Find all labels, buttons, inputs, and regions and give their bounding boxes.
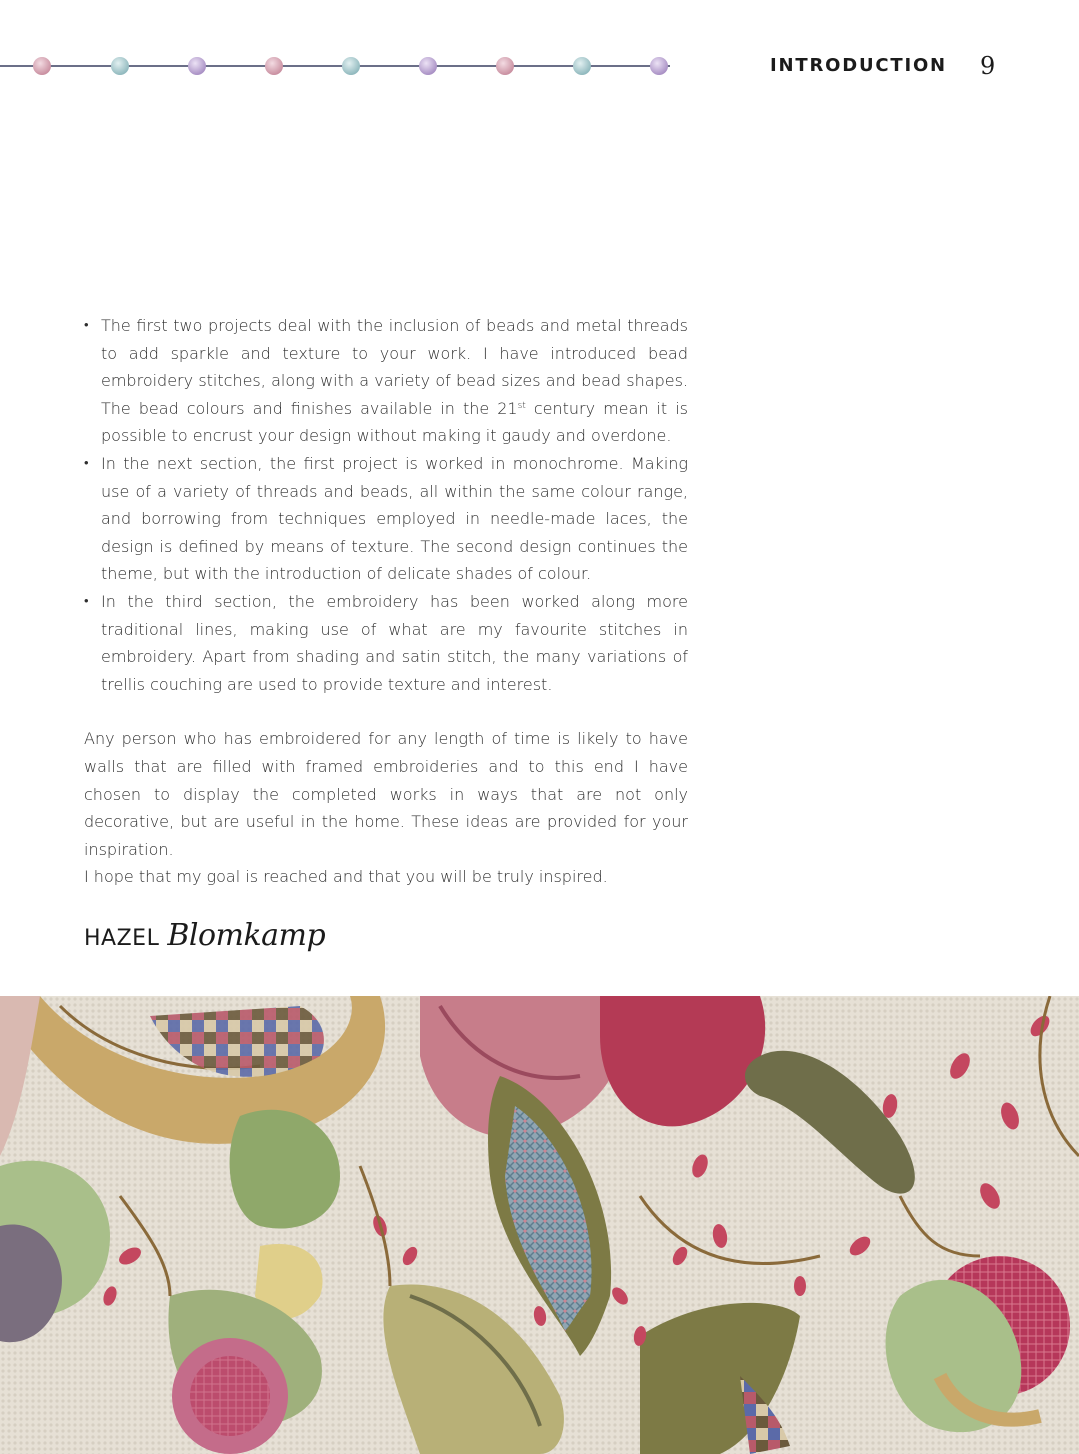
closing-final-line: I hope that my goal is reached and that you will be truly inspired. bbox=[84, 867, 608, 887]
signature-last-name: Blomkamp bbox=[167, 918, 326, 953]
list-item-text: In the next section, the first project is worked in monochrome. Making use of a variety of threads and beads, all within the same colour range, and borrowing from techniques employed in needle-made laces, the design is defined by means of texture. The second design continues the theme, but with the introduction of delicate shades of colour. bbox=[101, 453, 688, 584]
list-item-text-tail: century mean it is possible to encrust your design without making it gaudy and overdone. bbox=[101, 398, 689, 446]
closing-paragraph bbox=[84, 725, 688, 891]
bead-thread-ornament bbox=[0, 48, 680, 88]
bead bbox=[573, 57, 591, 75]
body-text bbox=[84, 312, 688, 891]
list-item-text: In the third section, the embroidery has been worked along more traditional lines, making use of what are my favourite stitches in embroidery. Apart from shading and satin stitch, the many variations of trellis couching are used to provide texture and interest. bbox=[101, 591, 688, 694]
bead bbox=[33, 57, 51, 75]
page-number: 9 bbox=[980, 52, 996, 80]
list-item bbox=[84, 312, 688, 450]
bead bbox=[342, 57, 360, 75]
bead bbox=[188, 57, 206, 75]
bead bbox=[419, 57, 437, 75]
embroidery-photo bbox=[0, 996, 1079, 1454]
signature-first-name: HAZEL bbox=[84, 926, 160, 951]
bead bbox=[265, 57, 283, 75]
bead bbox=[650, 57, 668, 75]
list-item-text: The first two projects deal with the inclusion of beads and metal threads to add sparkle and texture to your work. I have introduced bead embroidery stitches, along with a variety of bead sizes and bead shapes. The bead colours and finishes available in the 21 bbox=[101, 316, 688, 418]
superscript: st bbox=[517, 400, 526, 411]
project-list bbox=[84, 312, 688, 698]
list-item bbox=[84, 450, 688, 588]
bead bbox=[496, 57, 514, 75]
list-item bbox=[84, 588, 688, 698]
author-signature bbox=[84, 918, 325, 962]
section-title: INTRODUCTION bbox=[770, 55, 947, 76]
closing-text: Any person who has embroidered for any length of time is likely to have walls that are filled with framed embroideries and to this end I have chosen to display the completed works in ways that are not only decorative, but are useful in the home. These ideas are provided for your inspiration. bbox=[84, 729, 688, 859]
bead bbox=[111, 57, 129, 75]
